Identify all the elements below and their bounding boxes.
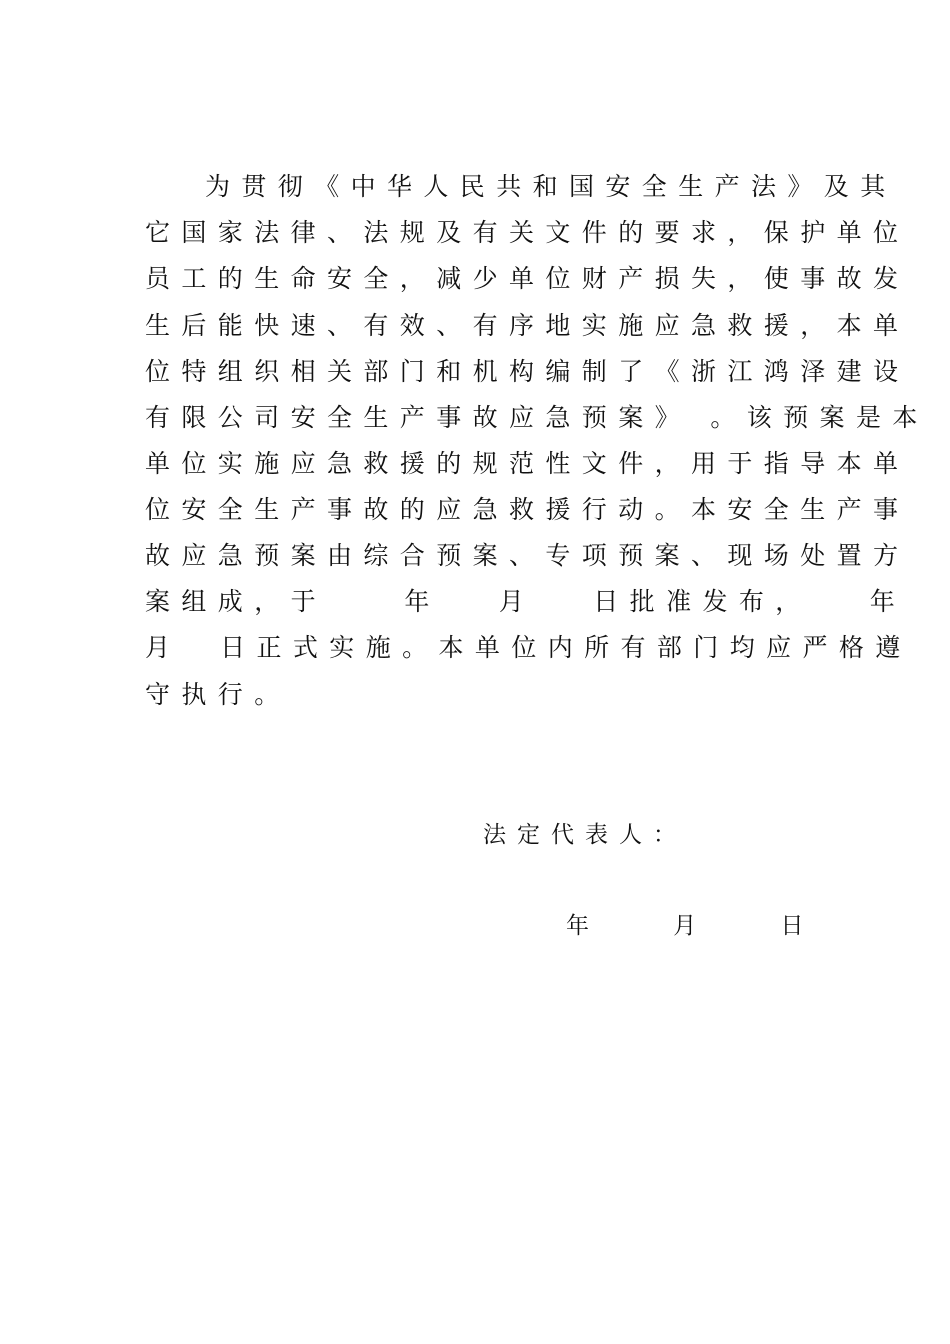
- body-line-10: 案组成，于 年 月 日批准发布， 年: [145, 587, 907, 616]
- body-line-2: 它国家法律、法规及有关文件的要求，保护单位: [145, 218, 910, 247]
- body-line-11: 月 日正式实施。本单位内所有部门均应严格遵: [145, 633, 912, 662]
- body-line-1: 为贯彻《中华人民共和国安全生产法》及其: [205, 172, 897, 201]
- body-line-4: 生后能快速、有效、有序地实施应急救援，本单: [145, 311, 910, 340]
- body-line-12: 守执行。: [145, 680, 291, 709]
- body-line-6: 有限公司安全生产事故应急预案》 。该预案是本: [145, 403, 929, 432]
- body-line-8: 位安全生产事故的应急救援行动。本安全生产事: [145, 495, 910, 524]
- body-line-9: 故应急预案由综合预案、专项预案、现场处置方: [145, 541, 910, 570]
- legal-representative-label: 法定代表人：: [483, 822, 687, 848]
- body-line-7: 单位实施应急救援的规范性文件，用于指导本单: [145, 449, 910, 478]
- body-line-3: 员工的生命安全，减少单位财产损失，使事故发: [145, 264, 910, 293]
- signature-date: 年 月 日: [566, 913, 815, 939]
- body-line-5: 位特组织相关部门和机构编制了《浙江鸿泽建设: [145, 357, 910, 386]
